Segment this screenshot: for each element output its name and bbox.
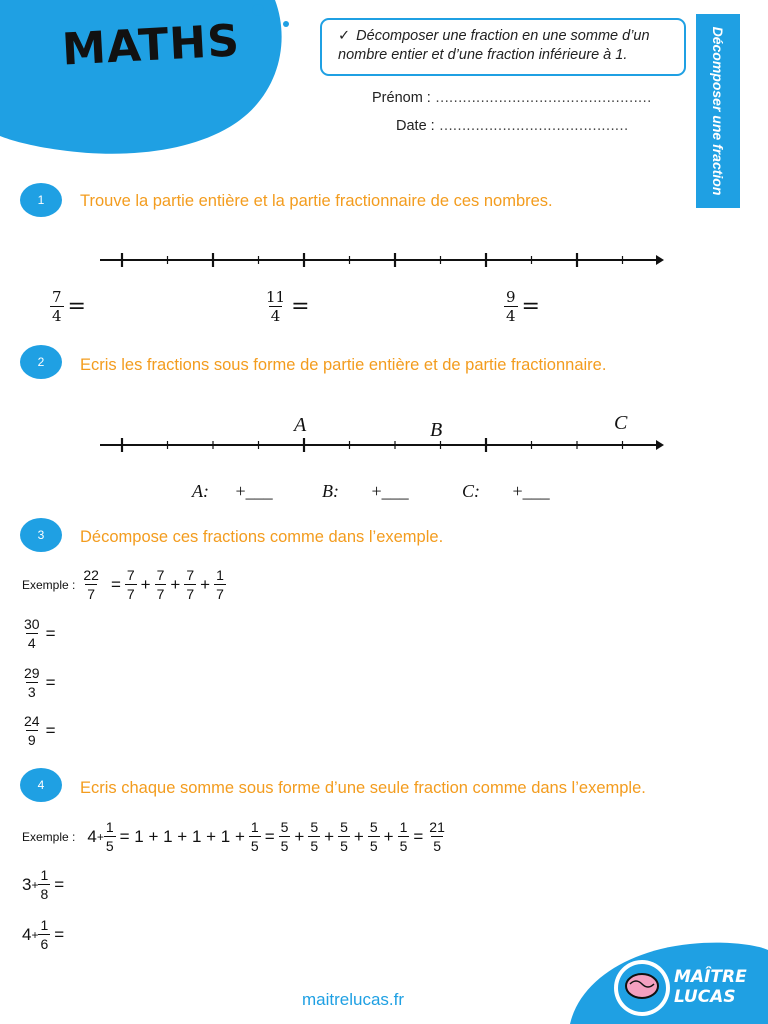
denominator: 4 xyxy=(506,307,516,325)
denominator: 9 xyxy=(27,732,36,748)
exercise-1-title: Trouve la partie entière et la partie fractionnaire de ces nombres. xyxy=(80,192,553,210)
exercise-number: 3 xyxy=(37,528,45,542)
equals-sign: = xyxy=(54,874,65,894)
objective-box xyxy=(320,18,686,76)
ex4-item-1 xyxy=(22,866,68,903)
exercise-1-badge xyxy=(20,183,62,217)
answer-a-blank: +___ xyxy=(235,481,273,501)
side-tab xyxy=(696,14,740,208)
answer-a-label: A: xyxy=(192,481,209,501)
prenom-field[interactable] xyxy=(372,90,651,106)
point-label-a: A xyxy=(294,414,307,436)
numerator: 7 xyxy=(186,567,195,583)
denominator: 5 xyxy=(433,838,441,854)
denominator: 7 xyxy=(156,586,165,602)
denominator: 5 xyxy=(310,838,319,854)
exercise-number: 1 xyxy=(37,193,45,207)
exercise-4-title: Ecris chaque somme sous forme d’une seule fraction comme dans l’exemple. xyxy=(80,779,646,797)
numerator: 22 xyxy=(83,567,99,583)
ex1-fraction-2 xyxy=(264,288,314,325)
ex3-item-3 xyxy=(22,712,60,749)
denominator: 5 xyxy=(250,838,259,854)
equals-sign: = xyxy=(291,294,310,319)
point-label-b: B xyxy=(430,419,443,441)
numerator: 7 xyxy=(126,567,135,583)
plus-sign: + xyxy=(96,829,104,844)
denominator: 3 xyxy=(27,684,36,700)
denominator: 5 xyxy=(399,838,408,854)
example-label: Exemple : xyxy=(22,577,76,592)
numerator: 11 xyxy=(266,288,286,306)
denominator: 4 xyxy=(52,307,62,325)
answer-c-blank: +___ xyxy=(512,481,550,501)
numerator: 1 xyxy=(40,917,49,933)
brand-line-2: LUCAS xyxy=(674,987,736,1007)
ex4-item-2 xyxy=(22,916,68,953)
equals-sign: = xyxy=(54,924,65,944)
answer-b-blank: +___ xyxy=(371,481,409,501)
checkmark-icon: ✓ xyxy=(338,28,351,44)
numerator: 24 xyxy=(24,713,40,729)
equals-sign: = xyxy=(110,574,121,594)
side-tab-label: Décomposer une fraction xyxy=(710,26,726,196)
date-field[interactable] xyxy=(396,118,628,134)
equals-sign: = xyxy=(45,720,56,740)
denominator: 8 xyxy=(40,886,49,902)
brand-line-1: MAÎTRE xyxy=(674,967,747,987)
number-line-1 xyxy=(100,250,664,270)
equals-sign: = xyxy=(67,294,86,319)
exercise-2-title: Ecris les fractions sous forme de partie entière et de partie fractionnaire. xyxy=(80,356,607,374)
answer-a[interactable] xyxy=(192,481,273,502)
objective-text: Décomposer une fraction en une somme d’un nombre entier et d’une fraction inférieure à 1. xyxy=(338,28,650,63)
exercise-number: 4 xyxy=(37,778,45,792)
answer-b-label: B: xyxy=(322,481,339,501)
numerator: 21 xyxy=(429,819,445,835)
answer-c-label: C: xyxy=(462,481,480,501)
point-label-c: C xyxy=(614,412,628,434)
ex4-example xyxy=(22,818,447,855)
numerator: 9 xyxy=(506,288,516,306)
exercise-2-badge xyxy=(20,345,62,379)
equals-sign: = xyxy=(45,623,56,643)
plus-sign: + xyxy=(383,826,394,846)
equals-sign: = xyxy=(264,826,275,846)
answer-b[interactable] xyxy=(322,481,409,502)
ones-sum: = 1 + 1 + 1 + 1 + xyxy=(119,826,245,846)
numerator: 1 xyxy=(105,819,114,835)
denominator: 5 xyxy=(280,838,289,854)
whole-number: 3 xyxy=(22,874,32,894)
prenom-label: Prénom : xyxy=(372,90,431,106)
denominator: 7 xyxy=(216,586,224,602)
plus-sign: + xyxy=(140,574,151,594)
prenom-dots: ………………………………………… xyxy=(434,90,651,106)
exercise-number: 2 xyxy=(37,355,45,369)
ex1-fraction-3 xyxy=(504,288,544,325)
denominator: 6 xyxy=(40,936,49,952)
denominator: 4 xyxy=(270,307,281,325)
ex3-item-1 xyxy=(22,615,60,652)
denominator: 5 xyxy=(105,838,114,854)
numerator: 5 xyxy=(369,819,378,835)
plus-sign: + xyxy=(294,826,305,846)
plus-sign: + xyxy=(31,877,39,892)
numerator: 29 xyxy=(24,665,40,681)
whole-number: 4 xyxy=(87,826,97,846)
plus-sign: + xyxy=(200,574,211,594)
ex3-item-2 xyxy=(22,664,60,701)
equals-sign: = xyxy=(45,672,56,692)
numerator: 5 xyxy=(340,819,348,835)
plus-sign: + xyxy=(31,927,39,942)
numerator: 5 xyxy=(280,819,289,835)
numerator: 1 xyxy=(216,567,224,583)
equals-sign: = xyxy=(521,294,540,319)
plus-sign: + xyxy=(170,574,181,594)
numerator: 30 xyxy=(24,616,40,632)
denominator: 7 xyxy=(126,586,135,602)
numerator: 1 xyxy=(399,819,408,835)
denominator: 4 xyxy=(27,635,36,651)
denominator: 5 xyxy=(369,838,378,854)
exercise-4-badge xyxy=(20,768,62,802)
numerator: 7 xyxy=(156,567,165,583)
date-label: Date : xyxy=(396,118,435,134)
maitre-lucas-logo xyxy=(560,920,768,1024)
ex3-example xyxy=(22,566,226,603)
plus-sign: + xyxy=(324,826,335,846)
denominator: 5 xyxy=(340,838,348,854)
numerator: 1 xyxy=(40,867,49,883)
answer-c[interactable] xyxy=(462,481,550,502)
denominator: 7 xyxy=(186,586,195,602)
denominator: 7 xyxy=(87,586,96,602)
whole-number: 4 xyxy=(22,924,32,944)
example-label: Exemple : xyxy=(22,829,76,844)
number-line-2 xyxy=(100,435,664,455)
exercise-3-badge xyxy=(20,518,62,552)
numerator: 5 xyxy=(310,819,319,835)
numerator: 7 xyxy=(52,288,62,306)
date-dots: …………………………………… xyxy=(438,118,628,134)
footer-website-link[interactable]: maitrelucas.fr xyxy=(302,990,405,1009)
maths-logo: MATHS xyxy=(60,15,242,76)
plus-sign: + xyxy=(353,826,364,846)
ex1-fraction-1 xyxy=(50,288,90,325)
numerator: 1 xyxy=(250,819,259,835)
equals-sign: = xyxy=(413,826,424,846)
exercise-3-title: Décompose ces fractions comme dans l’exemple. xyxy=(80,528,444,546)
